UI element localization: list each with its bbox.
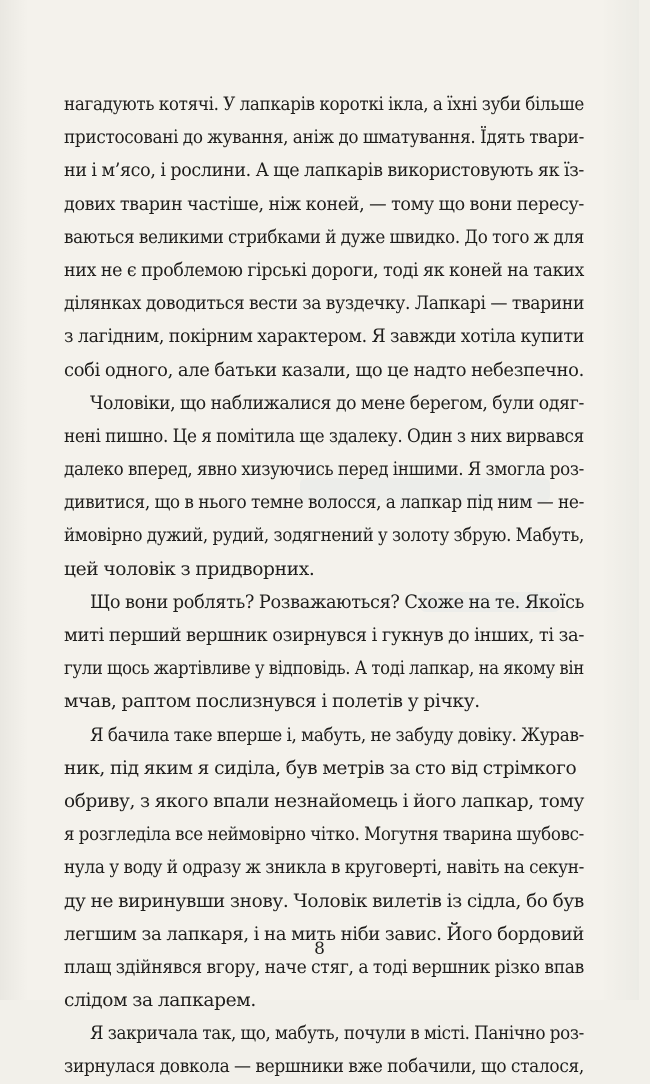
text-line: слідом за лапкарем. <box>64 990 256 1012</box>
text-line: ник, під яким я сиділа, був метрів за сто від стрімкого <box>64 757 577 779</box>
page-number: 8 <box>314 939 325 959</box>
paragraph-first-line: Чоловіки, що наближалися до мене берегом, були одяг- <box>90 392 585 414</box>
text-line: далеко вперед, явно хизуючись перед іншими. Я змогла роз- <box>64 459 585 481</box>
text-line: ду не виринувши знову. Чоловік вилетів із сідла, бо був <box>64 890 584 912</box>
text-line: плащ здійнявся вгору, наче стяг, а тоді вершник різко впав <box>64 956 584 978</box>
text-line: нагадують котячі. У лапкарів короткі ікла, а їхні зуби більше <box>64 94 585 115</box>
text-line: ймовірно дужий, рудий, зодягнений у золоту збрую. Мабуть, <box>64 525 584 547</box>
text-line: дивитися, що в нього темне волосся, а лапкар під ним — не- <box>64 492 585 514</box>
text-line: ни і м’ясо, і рослини. А ще лапкарів використовують як їз- <box>64 160 585 182</box>
text-line: нула у воду й одразу ж зникла в круговерті, навіть на секун- <box>64 857 585 879</box>
text-line: мчав, раптом послизнувся і полетів у річку. <box>64 691 480 713</box>
paragraph-first-line: Я бачила таке вперше і, мабуть, не забуду довіку. Журав- <box>90 724 584 746</box>
text-line: ділянках доводиться вести за вуздечку. Лапкарі — тварини <box>64 293 585 315</box>
text-line: з лагідним, покірним характером. Я завжди хотіла купити <box>64 326 585 348</box>
text-line: гули щось жартівливе у відповідь. А тоді лапкар, на якому він <box>64 658 584 680</box>
text-line: миті перший вершник озирнувся і гукнув до інших, ті за- <box>64 625 585 646</box>
text-line: зирнулася довкола — вершники вже побачили, що сталося, <box>64 1056 584 1078</box>
text-line: легшим за лапкаря, і на мить ніби завис. Його бордовий <box>64 923 585 945</box>
body-text <box>64 88 584 1084</box>
text-line: обриву, з якого впали незнайомець і його лапкар, тому <box>64 790 585 812</box>
text-line: пристосовані до жування, аніж до шматування. Їдять твари- <box>64 127 584 149</box>
text-line: собі одного, але батьки казали, що це надто небезпечно. <box>64 359 584 381</box>
text-line: нені пишно. Це я помітила ще здалеку. Один з них вирвався <box>64 425 584 447</box>
text-line: я розгледіла все неймовірно чітко. Могутня тварина шубовс- <box>64 824 584 846</box>
paragraph-first-line: Що вони роблять? Розважаються? Схоже на те. Якоїсь <box>90 591 585 613</box>
text-line: них не є проблемою гірські дороги, тоді як коней на таких <box>64 259 584 281</box>
paragraph-first-line: Я закричала так, що, мабуть, почули в місті. Панічно роз- <box>90 1023 584 1045</box>
text-line: ваються великими стрибками й дуже швидко. До того ж для <box>64 226 585 248</box>
text-line: дових тварин частіше, ніж коней, — тому що вони пересу- <box>64 193 585 215</box>
text-line: цей чоловік з придворних. <box>64 558 315 580</box>
